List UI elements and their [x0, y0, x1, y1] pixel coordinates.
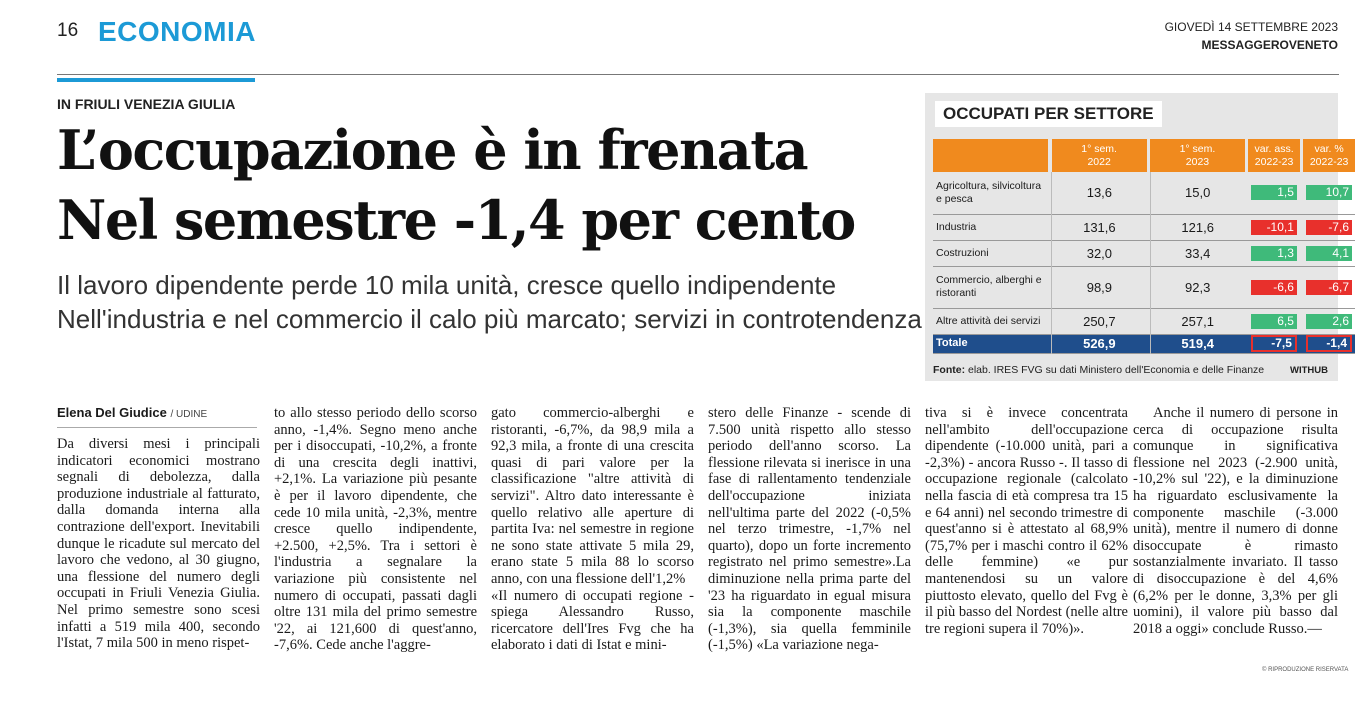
table-cell-value-2023: 33,4	[1150, 240, 1245, 266]
table-cell-var-pct-value	[1303, 240, 1355, 266]
var-abs-value-badge: 6,5	[1251, 314, 1297, 329]
table-row	[933, 214, 1355, 240]
table-cell-value-2022: 13,6	[1052, 172, 1147, 214]
table-cell-value-2022: 32,0	[1052, 240, 1147, 266]
total-var-pct-badge: -1,4	[1306, 335, 1352, 352]
table-cell-value-2023: 121,6	[1150, 214, 1245, 240]
table-header-row	[933, 139, 1355, 172]
article-column-1: Da diversi mesi i principali indicatori economici mostrano segnali di debolezza, dalla produzione industriale al fatturato, dalla domanda interna alla contrazione dell'export. Inevitabili dunque le ricadute sul mercato del lavoro che vedono, al 30 giugno, una flessione del numero degli occupati in Friuli Venezia Giulia. Nel primo semestre sono scesi infatti a 519 mila 400, secondo l'Istat, 7 mila 500 in meno rispet-	[57, 436, 260, 652]
header-divider	[57, 74, 1339, 75]
infographic-title: OCCUPATI PER SETTORE	[935, 101, 1162, 127]
var-pct-value-badge: 2,6	[1306, 314, 1352, 329]
var-pct-value-badge: -6,7	[1306, 280, 1352, 295]
headline-line-2: Nel semestre -1,4 per cento	[57, 188, 855, 252]
table-total-row	[933, 334, 1355, 353]
source-label: Fonte:	[933, 364, 966, 376]
table-cell-value-2023: 92,3	[1150, 266, 1245, 308]
total-var-pct	[1303, 334, 1355, 353]
var-pct-value-badge: 10,7	[1306, 185, 1352, 200]
var-pct-value-badge: 4,1	[1306, 246, 1352, 261]
table-header-sector	[933, 139, 1048, 172]
table-cell-value-2022: 98,9	[1052, 266, 1147, 308]
table-cell-value-2023: 257,1	[1150, 308, 1245, 334]
author-name: Elena Del Giudice	[57, 405, 167, 420]
table-row	[933, 266, 1355, 308]
table-header-var-pct: var. % 2022-23	[1303, 139, 1355, 172]
subheadline-line-1: Il lavoro dipendente perde 10 mila unità, cresce quello indipendente	[57, 270, 837, 300]
publication-date: GIOVEDÌ 14 SETTEMBRE 2023	[1164, 20, 1338, 34]
table-cell-var-abs-value	[1248, 240, 1300, 266]
section-accent-bar	[57, 78, 255, 82]
table-cell-value-2022: 131,6	[1052, 214, 1147, 240]
copyright-notice: © RIPRODUZIONE RISERVATA	[1262, 667, 1349, 673]
employment-table	[933, 139, 1355, 354]
table-cell-value-2023: 15,0	[1150, 172, 1245, 214]
article-column-2: to allo stesso periodo dello scorso anno, -1,4%. Segno meno anche per i disoccupati, -10,2%, a fronte di una crescita degli inattivi, +2,1%. La variazione più pesante è per il lavoro dipendente, che cede 10 mila unità, -2,3%, mentre cresce quello indipendente, +2.500, +2,5%. Tra i settori è l'industria a segnalare la variazione più consistente nel numero di occupati, passati dagli oltre 131 mila del primo semestre '22, ai 121,600 di quest'anno, -7,6%. Cede anche l'aggre-	[274, 405, 477, 654]
byline-location: / UDINE	[170, 409, 208, 420]
article-column-5: tiva si è invece concentrata nell'ambito dell'occupazione dipendente (-10.000 unità, pari a -2,3%) - ancora Russo -. Il tasso di occupazione regionale (calcolato nella fascia di età compresa tra 15 e 64 anni) nel secondo trimestre di quest'anno si è attestato al 68,9% (75,7% per i maschi contro il 62% delle femmine) «e pur mantenendosi su un valore piuttosto elevato, quello del Fvg è il più basso del Nordest (nelle altre tre regioni supera il 70%)».	[925, 405, 1128, 637]
infographic-brand: WITHUB	[1290, 365, 1328, 376]
section-title: ECONOMIA	[98, 16, 256, 47]
total-2022: 526,9	[1052, 334, 1147, 353]
total-var-abs-badge: -7,5	[1251, 335, 1297, 352]
article-kicker: IN FRIULI VENEZIA GIULIA	[57, 96, 236, 112]
table-cell-var-abs-value	[1248, 172, 1300, 214]
source-text: elab. IRES FVG su dati Ministero dell'Economia e delle Finanze	[968, 364, 1265, 376]
var-abs-value-badge: 1,5	[1251, 185, 1297, 200]
subheadline-line-2: Nell'industria e nel commercio il calo più marcato; servizi in controtendenza	[57, 304, 922, 334]
article-column-6: Anche il numero di persone in cerca di occupazione risulta comunque in significativa flessione nel 2023 (-2.900 unità, -10,2% sul '22), e la diminuzione ha riguardato esclusivamente la componente maschile (-3.000 unità), mentre il numero di donne disoccupate è rimasto sostanzialmente invariato. Il tasso di disoccupazione è del 4,6% (6,2% per le donne, 3,3% per gli uomini), il valore più basso dal 2018 a oggi» conclude Russo.—	[1133, 405, 1338, 637]
table-cell-var-pct-value	[1303, 308, 1355, 334]
headline-line-1: L’occupazione è in frenata	[57, 118, 808, 182]
table-row	[933, 172, 1355, 214]
table-cell-sector-name: Commercio, alberghi e ristoranti	[936, 274, 1042, 299]
table-header-2023: 1° sem. 2023	[1150, 139, 1245, 172]
infographic-source	[933, 364, 1264, 376]
total-label: Totale	[933, 334, 1048, 353]
table-cell-sector-name: Agricoltura, silvicoltura e pesca	[936, 179, 1042, 205]
table-cell-value-2022: 250,7	[1052, 308, 1147, 334]
table-cell-sector-name: Industria	[936, 220, 977, 233]
table-cell-var-abs-value	[1248, 266, 1300, 308]
newspaper-name: MESSAGGEROVENETO	[1201, 38, 1338, 52]
table-cell-var-abs-value	[1248, 214, 1300, 240]
table-header-var-abs: var. ass. 2022-23	[1248, 139, 1300, 172]
table-cell-var-pct-value	[1303, 266, 1355, 308]
article-column-3: gato commercio-alberghi e ristoranti, -6,7%, da 98,9 mila a 92,3 mila, a fronte di una crescita quasi di pari valore per la classificazione "altre attività di servizi". Altro dato interessante è quello relativo alle aperture di partita Iva: nel semestre in regione ne sono state attivate 5 mila 29, erano state 5 mila 88 lo scorso anno, con una flessione dell'1,2% «Il numero di occupati regione - spiega Alessandro Russo, ricercatore dell'Ires Fvg che ha elaborato i dati di Istat e mini-	[491, 405, 694, 654]
var-pct-value-badge: -7,6	[1306, 220, 1352, 235]
var-abs-value-badge: -10,1	[1251, 220, 1297, 235]
article-column-4: stero delle Finanze - scende di 7.500 unità rispetto allo stesso periodo dell'anno scorso. La flessione rilevata si inerisce in una fase di rallentamento tendenziale dell'occupazione iniziata nell'ultima parte del 2022 (-0,5% nel terzo trimestre, -1,7% nel quarto), dopo un forte incremento registrato nel primo semestre».La diminuzione nella prima parte del '23 ha riguardato in egual misura sia la componente maschile (-1,3%), sia quella femminile (-1,5%) «La variazione nega-	[708, 405, 911, 654]
table-cell-sector-name: Costruzioni	[936, 246, 989, 259]
table-cell-sector-name: Altre attività dei servizi	[936, 314, 1041, 327]
byline-divider	[57, 427, 257, 428]
table-row	[933, 308, 1355, 334]
var-abs-value-badge: 1,3	[1251, 246, 1297, 261]
table-cell-var-pct-value	[1303, 214, 1355, 240]
table-cell-var-abs-value	[1248, 308, 1300, 334]
var-abs-value-badge: -6,6	[1251, 280, 1297, 295]
byline	[57, 405, 207, 420]
table-cell-var-pct-value	[1303, 172, 1355, 214]
table-header-2022: 1° sem. 2022	[1052, 139, 1147, 172]
table-row	[933, 240, 1355, 266]
total-var-abs	[1248, 334, 1300, 353]
page-number: 16	[57, 20, 79, 41]
total-2023: 519,4	[1150, 334, 1245, 353]
